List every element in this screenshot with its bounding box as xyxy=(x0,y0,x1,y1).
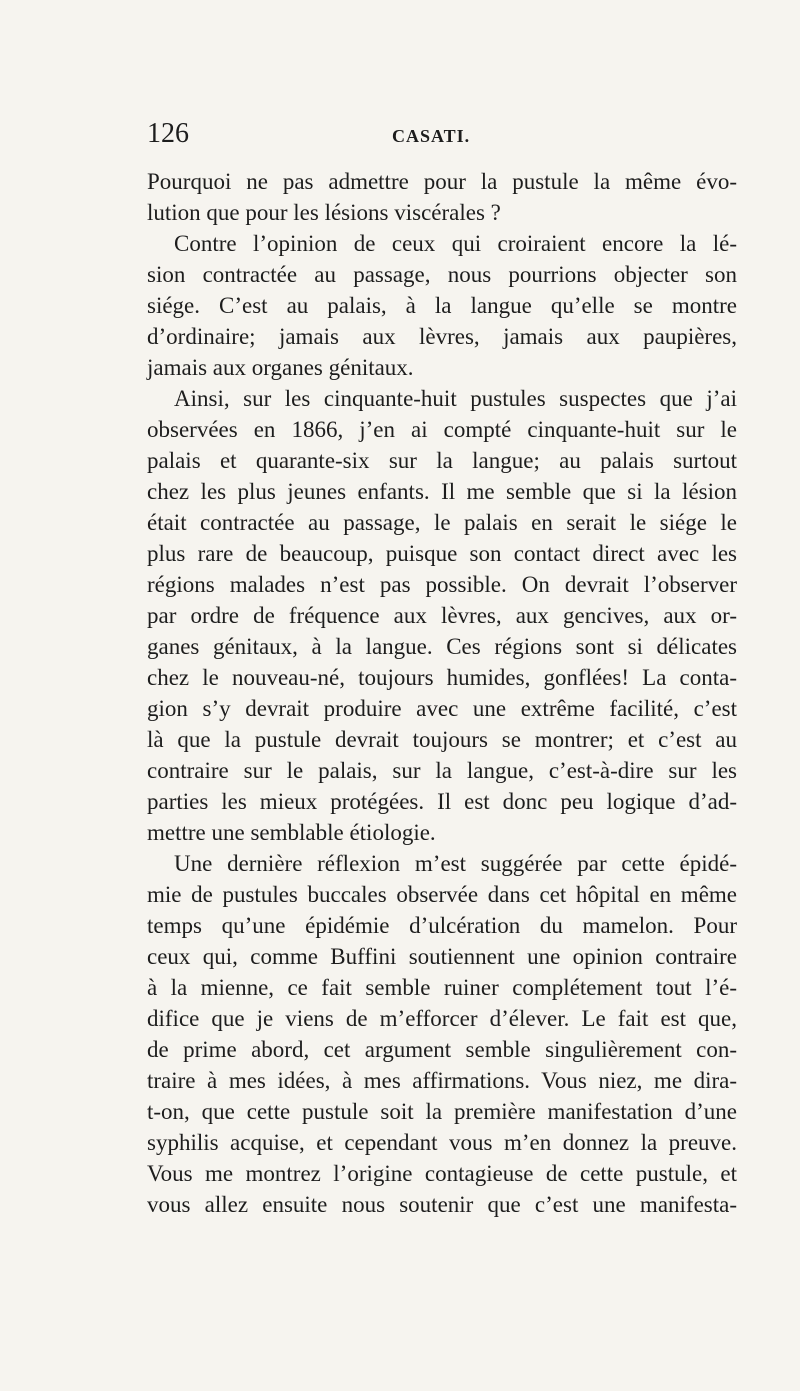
text-line: par ordre de fréquence aux lèvres, aux gencives, aux or- xyxy=(147,603,737,628)
text-line: syphilis acquise, et cependant vous m’en donnez la preuve. xyxy=(147,1130,737,1155)
text-line: chez les plus jeunes enfants. Il me semble que si la lésion xyxy=(147,479,737,504)
running-head: CASATI. xyxy=(392,126,471,146)
text-line: de prime abord, cet argument semble singulièrement con- xyxy=(147,1037,737,1062)
text-line: ceux qui, comme Buffini soutiennent une opinion contraire xyxy=(147,944,737,969)
text-line: lution que pour les lésions viscérales ? xyxy=(147,200,501,225)
text-line: d’ordinaire; jamais aux lèvres, jamais aux paupières, xyxy=(147,324,737,349)
text-line: Contre l’opinion de ceux qui croiraient encore la lé- xyxy=(174,231,737,256)
text-line: sion contractée au passage, nous pourrions objecter son xyxy=(147,262,737,287)
text-line: régions malades n’est pas possible. On devrait l’observer xyxy=(147,572,737,597)
text-line: Vous me montrez l’origine contagieuse de cette pustule, et xyxy=(147,1161,737,1186)
text-line: t-on, que cette pustule soit la première manifestation d’une xyxy=(147,1099,737,1124)
body-text xyxy=(147,166,737,1220)
text-line: mie de pustules buccales observée dans cet hôpital en même xyxy=(147,882,737,907)
text-line: parties les mieux protégées. Il est donc peu logique d’ad- xyxy=(147,789,737,814)
text-line: à la mienne, ce fait semble ruiner complétement tout l’é- xyxy=(147,975,737,1000)
text-line: plus rare de beaucoup, puisque son contact direct avec les xyxy=(147,541,737,566)
text-line: traire à mes idées, à mes affirmations. Vous niez, me dira- xyxy=(147,1068,737,1093)
text-line: observées en 1866, j’en ai compté cinquante-huit sur le xyxy=(147,417,737,442)
text-line: mettre une semblable étiologie. xyxy=(147,820,436,845)
text-line: gion s’y devrait produire avec une extrême facilité, c’est xyxy=(147,696,737,721)
text-line: Ainsi, sur les cinquante-huit pustules suspectes que j’ai xyxy=(174,386,737,411)
text-line: là que la pustule devrait toujours se montrer; et c’est au xyxy=(147,727,737,752)
text-line: palais et quarante-six sur la langue; au palais surtout xyxy=(147,448,737,473)
text-line: Pourquoi ne pas admettre pour la pustule la même évo- xyxy=(147,169,737,194)
text-line: difice que je viens de m’efforcer d’élever. Le fait est que, xyxy=(147,1006,737,1031)
text-line: contraire sur le palais, sur la langue, c’est-à-dire sur les xyxy=(147,758,737,783)
text-line: vous allez ensuite nous soutenir que c’est une manifesta- xyxy=(147,1192,737,1217)
page-number: 126 xyxy=(147,118,189,149)
text-line: Une dernière réflexion m’est suggérée par cette épidé- xyxy=(174,851,737,876)
text-line: était contractée au passage, le palais en serait le siége le xyxy=(147,510,737,535)
page-header xyxy=(147,120,737,156)
text-line: chez le nouveau-né, toujours humides, gonflées! La conta- xyxy=(147,665,737,690)
text-line: ganes génitaux, à la langue. Ces régions sont si délicates xyxy=(147,634,737,659)
text-line: temps qu’une épidémie d’ulcération du mamelon. Pour xyxy=(147,913,737,938)
text-line: jamais aux organes génitaux. xyxy=(147,355,414,380)
text-line: siége. C’est au palais, à la langue qu’elle se montre xyxy=(147,293,737,318)
